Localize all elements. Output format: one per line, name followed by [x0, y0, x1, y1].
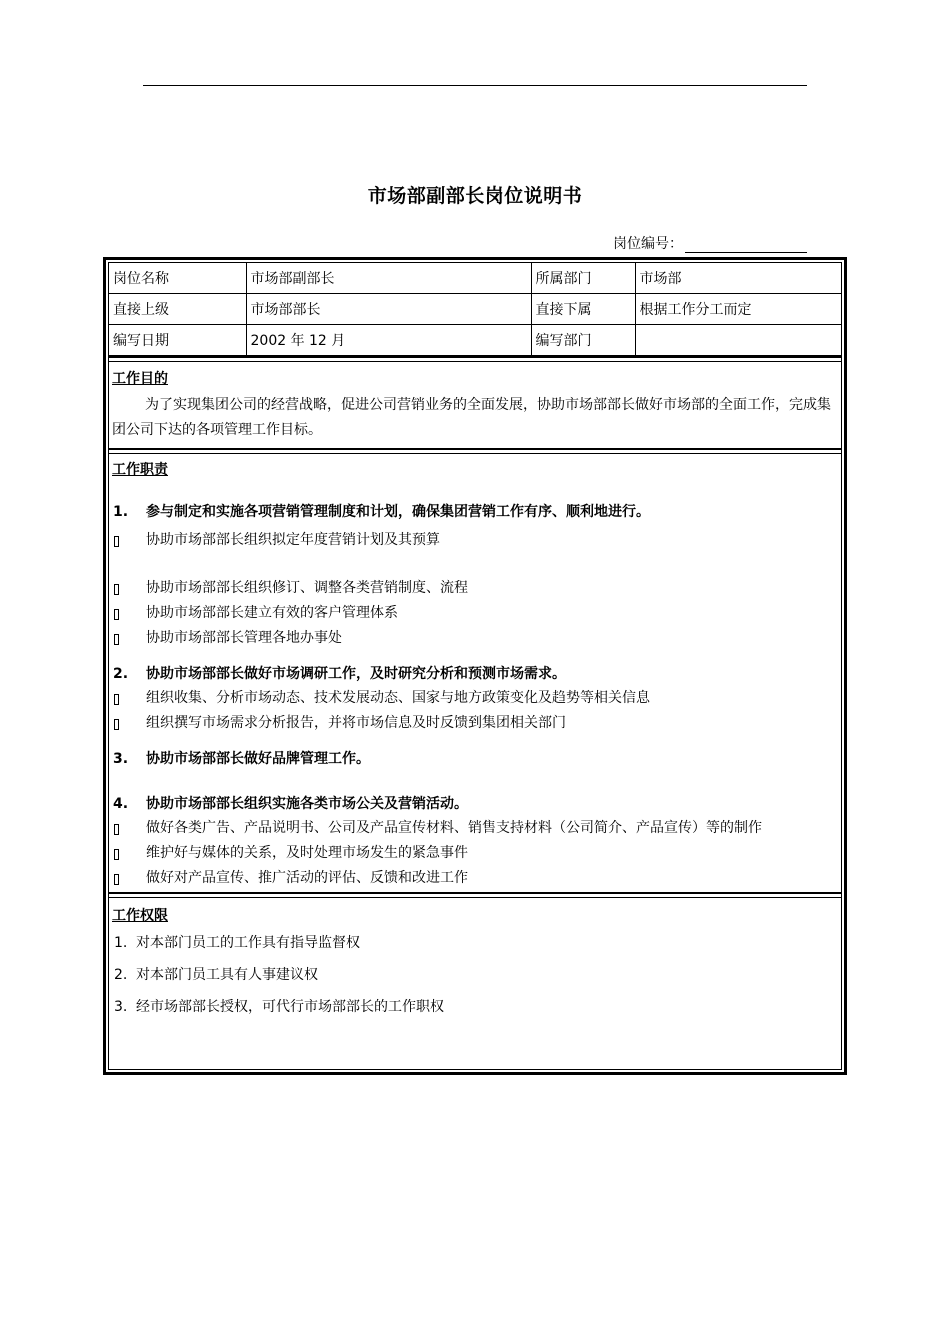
bullet-text: 维护好与媒体的关系，及时处理市场发生的紧急事件 [146, 845, 468, 861]
bullet-box-icon [114, 634, 119, 645]
duty-title [109, 792, 841, 816]
info-value: 市场部 [635, 263, 841, 294]
position-code-line [613, 233, 807, 253]
duty-bullet [109, 601, 841, 626]
info-row [109, 294, 841, 325]
job-description-frame [103, 257, 847, 1075]
authority-number: 3. [114, 999, 128, 1015]
info-row [109, 263, 841, 294]
duty-bullet [109, 576, 841, 601]
duty-bullet [109, 711, 841, 736]
duty-title [109, 500, 841, 524]
job-description-inner [108, 262, 842, 1070]
position-code-label: 岗位编号： [613, 236, 683, 252]
duty-title [109, 662, 841, 686]
purpose-text: 为了实现集团公司的经营战略，促进公司营销业务的全面发展，协助市场部部长做好市场部的全面工作，完成集团公司下达的各项管理工作目标。 [112, 397, 831, 438]
info-label: 编写日期 [109, 325, 246, 356]
duty-bullet [109, 841, 841, 866]
info-table [109, 263, 841, 356]
position-code-blank [685, 238, 807, 253]
bullet-text: 做好各类广告、产品说明书、公司及产品宣传材料、销售支持材料（公司简介、产品宣传）等的制作 [146, 820, 762, 836]
duty-number: 4. [113, 796, 129, 812]
duty-text: 协助市场部部长做好品牌管理工作。 [146, 751, 370, 767]
bullet-box-icon [114, 874, 119, 885]
bullet-box-icon [114, 694, 119, 705]
authority-item [109, 959, 841, 991]
document-title: 市场部副部长岗位说明书 [367, 185, 583, 207]
authority-item [109, 991, 841, 1023]
authority-number: 1. [114, 935, 128, 951]
authority-number: 2. [114, 967, 128, 983]
info-value [635, 325, 841, 356]
info-row [109, 325, 841, 356]
duty-number: 2. [113, 666, 129, 682]
duty-text: 协助市场部部长组织实施各类市场公关及营销活动。 [146, 796, 468, 812]
info-value: 2002 年 12 月 [246, 325, 531, 356]
bullet-text: 协助市场部部长组织修订、调整各类营销制度、流程 [146, 580, 468, 596]
bullet-box-icon [114, 719, 119, 730]
duty-bullet [109, 816, 841, 841]
purpose-heading: 工作目的 [112, 371, 168, 387]
duty-bullet [109, 626, 841, 651]
bullet-box-icon [114, 536, 119, 547]
duties-heading: 工作职责 [112, 462, 168, 478]
bullet-box-icon [114, 824, 119, 835]
bullet-text: 组织收集、分析市场动态、技术发展动态、国家与地方政策变化及趋势等相关信息 [146, 690, 650, 706]
duty-bullet [109, 686, 841, 711]
info-label: 直接下属 [531, 294, 635, 325]
info-value: 市场部部长 [246, 294, 531, 325]
duty-bullet [109, 866, 841, 891]
bullet-text: 做好对产品宣传、推广活动的评估、反馈和改进工作 [146, 870, 468, 886]
duty-number: 1. [113, 504, 129, 520]
authority-item [109, 927, 841, 959]
bullet-text: 组织撰写市场需求分析报告，并将市场信息及时反馈到集团相关部门 [146, 715, 566, 731]
bullet-text: 协助市场部部长建立有效的客户管理体系 [146, 605, 398, 621]
info-label: 直接上级 [109, 294, 246, 325]
header-rule [143, 85, 807, 86]
authority-text: 对本部门员工的工作具有指导监督权 [136, 935, 360, 951]
authority-heading: 工作权限 [112, 908, 168, 924]
info-label: 编写部门 [531, 325, 635, 356]
bullet-box-icon [114, 584, 119, 595]
info-label: 岗位名称 [109, 263, 246, 294]
bullet-text: 协助市场部部长组织拟定年度营销计划及其预算 [146, 532, 440, 548]
duty-text: 协助市场部部长做好市场调研工作，及时研究分析和预测市场需求。 [146, 666, 566, 682]
authority-text: 对本部门员工具有人事建议权 [136, 967, 318, 983]
info-value: 根据工作分工而定 [635, 294, 841, 325]
duty-number: 3. [113, 751, 129, 767]
duty-title [109, 747, 841, 771]
bullet-box-icon [114, 609, 119, 620]
duty-text: 参与制定和实施各项营销管理制度和计划，确保集团营销工作有序、顺利地进行。 [146, 504, 650, 520]
bullet-box-icon [114, 849, 119, 860]
bullet-text: 协助市场部部长管理各地办事处 [146, 630, 342, 646]
authority-text: 经市场部部长授权，可代行市场部部长的工作职权 [136, 999, 444, 1015]
info-label: 所属部门 [531, 263, 635, 294]
info-value: 市场部副部长 [246, 263, 531, 294]
duty-bullet [109, 528, 841, 553]
